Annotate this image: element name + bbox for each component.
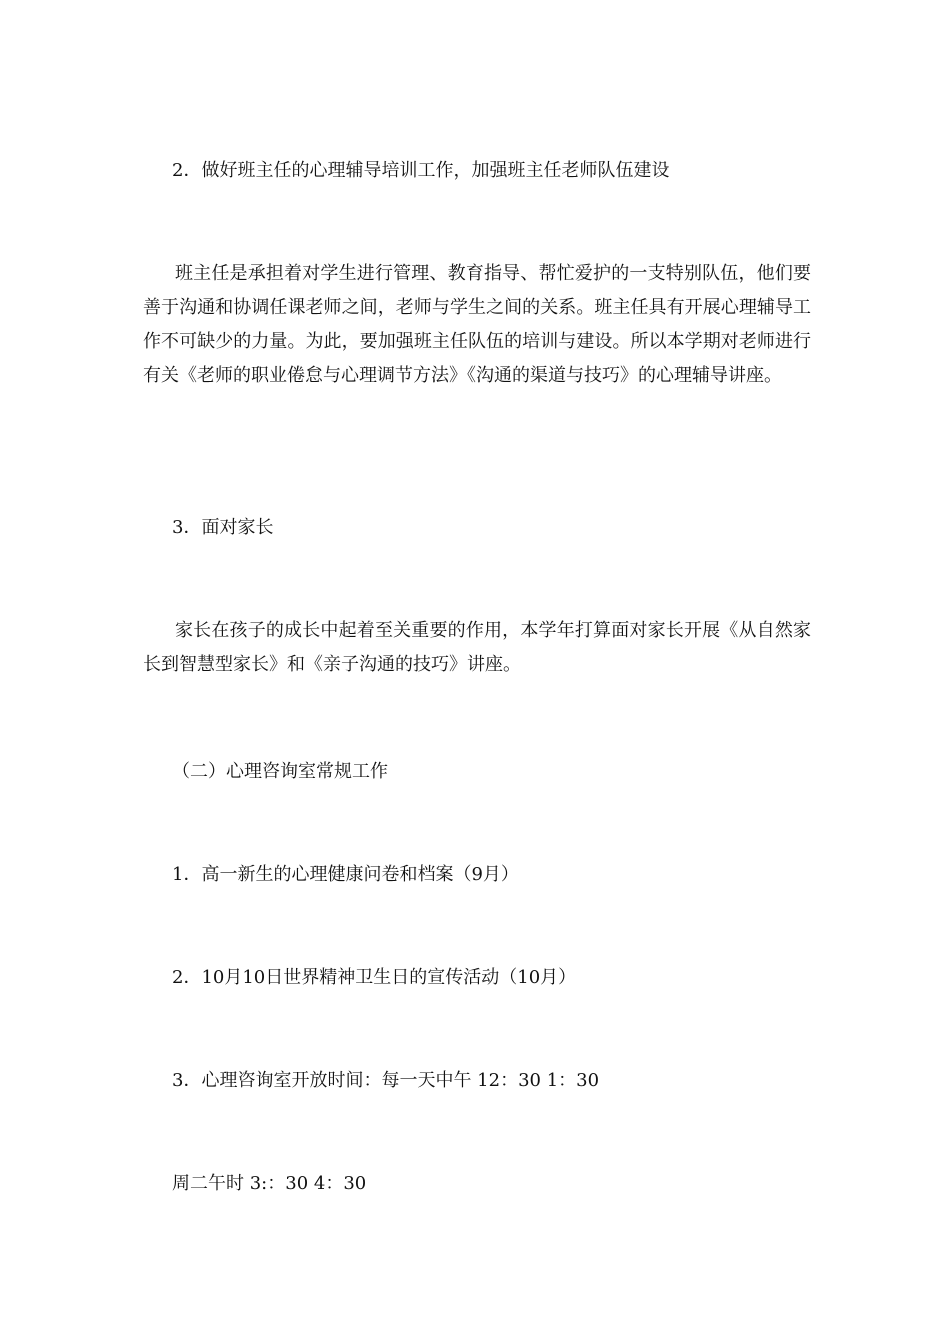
section-title-counseling-room: （二）心理咨询室常规工作 [172,761,388,782]
heading-parents: 3．面对家长 [172,517,274,538]
paragraph-counselor: 班主任是承担着对学生进行管理、教育指导、帮忙爱护的一支特别队伍，他们要善于沟通和协调任课老师之间，老师与学生之间的关系。班主任具有开展心理辅导工作不可缺少的力量。为此，要加强班主任队伍的培训与建设。所以本学期对老师进行有关《老师的职业倦怠与心理调节方法》《沟通的渠道与技巧》的心理辅导讲座。 [143,263,811,386]
list-item-opening-hours: 3．心理咨询室开放时间：每一天中午 12：30 1：30 [172,1070,600,1091]
list-item-mental-health-day: 2．10月10日世界精神卫生日的宣传活动（10月） [172,967,577,988]
list-item-freshman-survey: 1．高一新生的心理健康问卷和档案（9月） [172,864,519,885]
paragraph-parents: 家长在孩子的成长中起着至关重要的作用，本学年打算面对家长开展《从自然家长到智慧型家长》和《亲子沟通的技巧》讲座。 [143,620,811,675]
heading-counselor-training: 2．做好班主任的心理辅导培训工作，加强班主任老师队伍建设 [172,160,670,181]
list-item-opening-hours-tuesday: 周二午时 3:：30 4：30 [172,1173,367,1194]
